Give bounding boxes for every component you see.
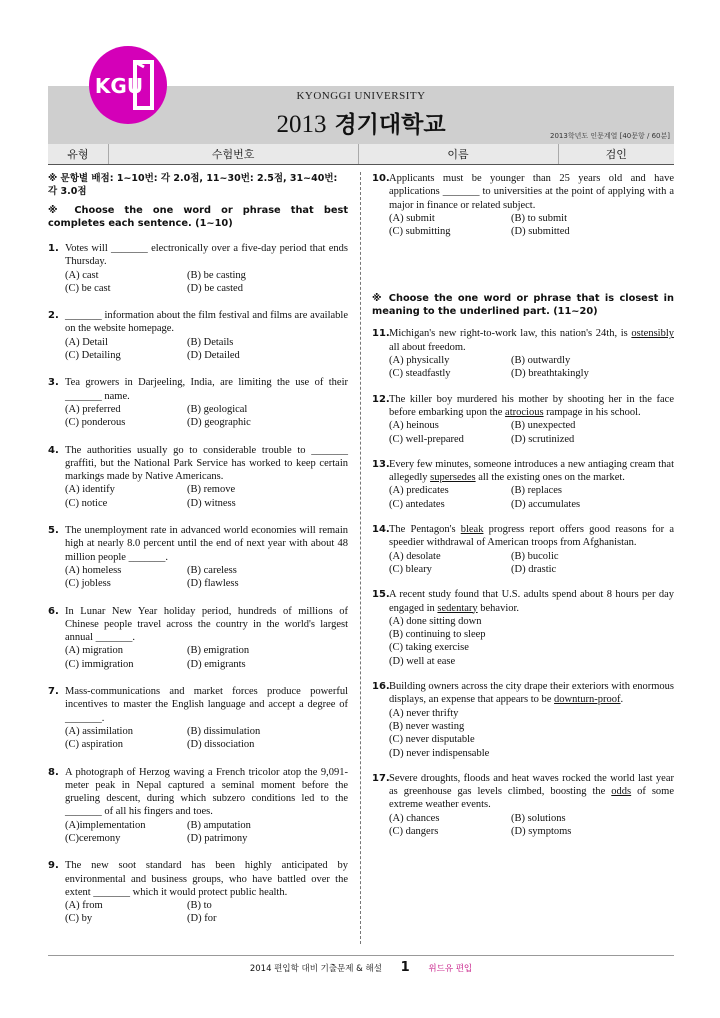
option: (C) notice [65,497,108,509]
question-number: 13. [372,458,390,470]
question-list [372,327,674,838]
options [372,484,674,511]
option: (C) ponderous [65,417,126,429]
options [372,615,674,668]
text-after: progress report offers good reasons for a speedier withdrawal of American troops from Afghanistan. [389,524,674,549]
option: (B) never wasting [389,720,465,732]
underlined-word: sedentary [437,602,478,614]
question-15 [372,588,674,668]
option: (C) aspiration [65,739,124,751]
question-number: 2. [48,310,59,322]
question-stem [372,458,674,485]
question-text [389,680,674,707]
exam-year: 2013 [276,111,327,138]
option: (D) dissociation [187,739,255,751]
question-number: 16. [372,681,390,693]
left-column [48,172,348,926]
question-text: Applicants must be younger than 25 years old and have applications _______ to universities at the point of applying with a major in finance or related subject. [389,173,674,211]
field-exam-number-label: 수험번호 [109,144,359,164]
question-1 [48,242,348,295]
question-text: In Lunar New Year holiday period, hundreds of millions of Chinese people travel across the country in the world's largest annual _______. [65,605,348,644]
question-stem [48,766,348,819]
question-9 [48,859,348,925]
question-stem [48,376,348,403]
options [48,725,348,752]
option: (C) submitting [389,226,451,238]
question-number: 8. [48,766,59,778]
question-number: 17. [372,772,390,784]
options [372,419,674,446]
column-divider [360,172,361,944]
underlined-word: bleak [460,524,484,536]
section-instruction-2: ※ Choose the one word or phrase that is closest in meaning to the underlined part. (11~20) [372,293,674,318]
text-before: Every few minutes, someone introduces a new antiaging cream that allegedly [389,458,674,484]
option: (A) chances [389,812,440,824]
question-number: 7. [48,686,59,698]
question-text: _______ information about the film festival and films are available on the website homepage. [65,310,348,335]
question-stem [372,393,674,420]
question-stem [48,859,348,899]
text-after: behavior. [477,602,520,614]
question-8 [48,766,348,846]
question-text [389,327,674,354]
text-before: A recent study found that U.S. adults spend about 8 hours per day engaged in [389,589,674,614]
question-number: 15. [372,589,390,601]
university-name-en: KYONGGI UNIVERSITY [296,90,426,102]
option: (C)ceremony [65,832,121,844]
option: (B) bucolic [511,550,559,562]
option: (C) steadfastly [389,368,451,380]
text-after: all about freedom. [389,341,466,353]
option: (A) from [65,900,103,912]
question-text [389,588,674,615]
option: (D) drastic [511,563,557,575]
question-11 [372,327,674,380]
text-before: Severe droughts, floods and heat waves rocked the world last year as greenhouse gas levels climbed, boosting the [389,772,674,798]
university-name-kr: 경기대학교 [334,112,446,138]
option: (B) solutions [511,812,566,824]
question-text: The unemployment rate in advanced world economies will remain high at nearly 8.0 percent until the end of next year with about 48 million people _______. [65,525,348,563]
question-number: 5. [48,525,59,537]
option: (A) homeless [65,564,122,576]
text-after: of some extreme weather events. [389,786,674,811]
question-text: The authorities usually go to considerable trouble to _______ graffiti, but the National Park Service has worked to keep certain markings made by Native Americans. [65,444,348,483]
option: (B) unexpected [511,420,576,432]
options [48,564,348,591]
question-13 [372,458,674,511]
question-text: Votes will _______ electronically over a five-day period that ends Thursday. [65,243,348,268]
question-number: 9. [48,860,59,872]
option: (A)implementation [65,819,146,831]
footer-brand: 위드유 편입 [428,964,473,974]
page-number: 1 [400,960,410,975]
option: (D) submitted [511,226,570,238]
option: (D) symptoms [511,825,572,837]
options [48,899,348,926]
question-3 [48,376,348,429]
option: (B) dissimulation [187,725,261,737]
text-before: The killer boy murdered his mother by shooting her in the face before embarking upon the [389,393,674,418]
text-after: all the existing ones on the market. [475,472,625,484]
question-stem [48,524,348,564]
underlined-word: downturn-proof [554,694,621,706]
question-text: Tea growers in Darjeeling, India, are limiting the use of their _______ name. [65,377,348,402]
question-number: 3. [48,377,59,389]
options [48,336,348,363]
option: (A) Detail [65,336,108,348]
option: (D) be casted [187,282,243,294]
text-after: . [620,694,624,706]
option: (B) remove [187,484,236,496]
options [48,644,348,671]
option: (D) accumulates [511,498,581,510]
section-instruction-1: ※ Choose the one word or phrase that best completes each sentence. (1~10) [48,205,348,229]
option: (A) done sitting down [389,615,482,627]
option: (B) geological [187,403,248,415]
question-stem [372,680,674,707]
question-stem [48,605,348,645]
question-stem [372,523,674,550]
question-14 [372,523,674,576]
option: (C) dangers [389,825,439,837]
question-16 [372,680,674,760]
option: (C) bleary [389,563,432,575]
question-7 [48,685,348,751]
option: (C) be cast [65,282,111,294]
question-stem [48,309,348,336]
question-number: 4. [48,444,59,456]
options [372,550,674,577]
question-4 [48,444,348,510]
question-number: 6. [48,605,59,617]
question-text [389,772,674,812]
option: (B) careless [187,564,237,576]
question-stem [48,685,348,725]
option: (C) well-prepared [389,433,464,445]
option: (A) migration [65,645,124,657]
option: (D) well at ease [389,655,456,667]
question-17 [372,772,674,838]
option: (C) never disputable [389,734,475,746]
option: (A) desolate [389,550,441,562]
question-number: 11. [372,328,390,340]
score-note: ※ 문항별 배점: 1~10번: 각 2.0점, 11~30번: 2.5점, 31~40번: 각 3.0점 [48,173,338,197]
question-number: 12. [372,393,390,405]
field-type-label: 유형 [48,144,109,164]
question-number: 14. [372,524,390,536]
options [48,269,348,296]
underlined-word: atrocious [505,406,544,418]
option: (D) emigrants [187,658,246,670]
option: (C) by [65,913,93,925]
question-number: 1. [48,243,59,254]
option: (C) antedates [389,498,445,510]
option: (D) geographic [187,417,251,429]
options [48,483,348,510]
option: (A) submit [389,212,435,224]
option: (B) be casting [187,269,246,281]
question-text: Mass-communications and market forces produce powerful incentives to master the English language and accept a degree of _______. [65,686,348,724]
option: (B) replaces [511,485,563,497]
question-text: A photograph of Herzog waving a French tricolor atop the 9,091-meter peak in Nepal captured a seminal moment before the grueling descent, during which subzero conditions led to the _______ of all his fingers and toes. [65,766,348,818]
text-after: rampage in his school. [543,406,641,418]
question-10 [372,172,674,238]
field-stamp-label: 검인 [605,148,627,161]
option: (C) Detailing [65,350,121,362]
option: (A) predicates [389,485,449,497]
option: (D) patrimony [187,832,248,844]
question-12 [372,393,674,446]
option: (B) amputation [187,819,251,831]
option: (A) heinous [389,420,439,432]
option: (C) taking exercise [389,642,469,654]
text-before: Michigan's new right-to-work law, this nation's 24th, is [389,328,632,340]
option: (B) continuing to sleep [389,629,486,641]
question-number: 10. [372,173,390,184]
option: (A) identify [65,484,115,496]
underlined-word: ostensibly [631,328,674,340]
option: (D) flawless [187,578,239,590]
text-before: The Pentagon's [389,524,461,536]
question-stem [372,772,674,812]
option: (A) preferred [65,403,121,415]
question-stem [48,242,348,269]
option: (C) jobless [65,578,111,590]
underlined-word: odds [611,786,632,798]
footer-title: 2014 편입학 대비 기출문제 & 해설 [249,964,382,974]
options [48,819,348,846]
underlined-word: supersedes [430,472,476,484]
option: (C) immigration [65,658,134,670]
option: (D) never indispensable [389,747,490,759]
option: (A) assimilation [65,725,133,737]
options [372,812,674,839]
question-text: The new soot standard has been highly anticipated by environmental and business groups, who have battled over the extent _______ which it would protect public health. [65,860,348,898]
kgu-logo [88,45,168,125]
option: (D) Detailed [187,350,240,362]
right-column [372,172,674,850]
option: (D) witness [187,497,236,509]
option: (A) physically [389,355,450,367]
option: (B) outwardly [511,355,571,367]
question-stem [372,327,674,354]
option: (D) breathtakingly [511,368,589,380]
question-stem [48,444,348,484]
option: (B) Details [187,336,234,348]
question-text [389,393,674,420]
options [372,707,674,760]
logo-text: KGU [94,74,144,98]
footer-rule [48,955,674,956]
question-list [48,242,348,926]
option: (D) for [187,913,217,925]
options [372,354,674,381]
option: (B) emigration [187,645,250,657]
option: (B) to [187,900,212,912]
question-6 [48,605,348,671]
question-text [389,458,674,485]
question-text [389,523,674,550]
option: (D) scrutinized [511,433,575,445]
option: (A) cast [65,269,99,281]
page-footer [48,960,674,975]
question-5 [48,524,348,590]
student-info-row [48,144,674,165]
text-before: Building owners across the city drape their exteriors with enormous displays, an expense that appears to be [389,681,674,706]
option: (A) never thrifty [389,707,459,719]
question-stem [372,588,674,615]
question-2 [48,309,348,362]
field-name-label: 이름 [359,144,559,164]
option: (B) to submit [511,212,568,224]
options [48,403,348,430]
exam-meta-note: 2013학년도 인문계열 [40문항 / 60분] [550,132,670,140]
